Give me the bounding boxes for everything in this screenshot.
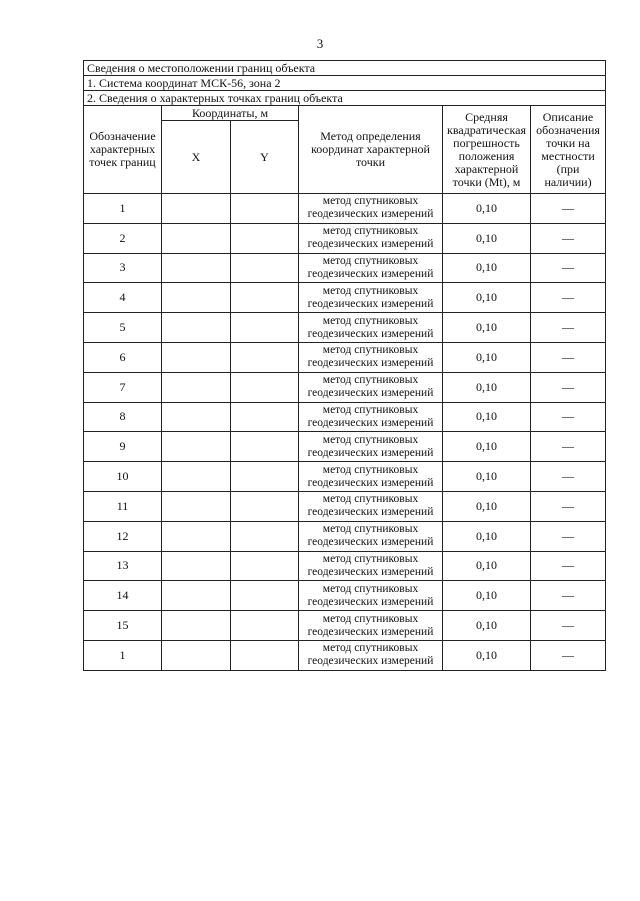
- header-coordinates: Координаты, м: [162, 106, 299, 121]
- x-cell: [162, 283, 231, 313]
- description-cell: —: [531, 491, 606, 521]
- table-row: [84, 223, 606, 253]
- x-cell: [162, 640, 231, 670]
- point-cell: 6: [84, 342, 162, 372]
- accuracy-cell: 0,10: [443, 342, 531, 372]
- point-cell: 15: [84, 611, 162, 641]
- method-cell: метод спутниковых геодезических измерений: [299, 491, 443, 521]
- description-cell: —: [531, 253, 606, 283]
- y-cell: [231, 402, 299, 432]
- table-row: [84, 491, 606, 521]
- accuracy-cell: 0,10: [443, 611, 531, 641]
- table-body: [84, 194, 606, 671]
- point-cell: 11: [84, 491, 162, 521]
- description-cell: —: [531, 283, 606, 313]
- table-row: [84, 640, 606, 670]
- accuracy-cell: 0,10: [443, 432, 531, 462]
- point-cell: 1: [84, 194, 162, 224]
- points-title-row: [84, 91, 606, 106]
- y-cell: [231, 283, 299, 313]
- table-row: [84, 194, 606, 224]
- x-cell: [162, 581, 231, 611]
- table-row: [84, 313, 606, 343]
- description-cell: —: [531, 432, 606, 462]
- method-cell: метод спутниковых геодезических измерений: [299, 402, 443, 432]
- header-row-1: [84, 106, 606, 121]
- table-row: [84, 432, 606, 462]
- description-cell: —: [531, 402, 606, 432]
- x-cell: [162, 194, 231, 224]
- point-cell: 9: [84, 432, 162, 462]
- table-row: [84, 581, 606, 611]
- accuracy-cell: 0,10: [443, 521, 531, 551]
- point-cell: 12: [84, 521, 162, 551]
- point-cell: 14: [84, 581, 162, 611]
- page-number: 3: [316, 36, 324, 51]
- y-cell: [231, 313, 299, 343]
- point-cell: 13: [84, 551, 162, 581]
- y-cell: [231, 611, 299, 641]
- table-row: [84, 372, 606, 402]
- point-cell: 5: [84, 313, 162, 343]
- x-cell: [162, 313, 231, 343]
- coord-system-row: [84, 76, 606, 91]
- method-cell: метод спутниковых геодезических измерений: [299, 223, 443, 253]
- header-x: X: [162, 121, 231, 194]
- method-cell: метод спутниковых геодезических измерений: [299, 581, 443, 611]
- header-method: Метод определения координат характерной точки: [299, 106, 443, 194]
- method-cell: метод спутниковых геодезических измерений: [299, 432, 443, 462]
- y-cell: [231, 491, 299, 521]
- header-accuracy: Средняя квадратическая погрешность положения характерной точки (Mt), м: [443, 106, 531, 194]
- x-cell: [162, 491, 231, 521]
- method-cell: метод спутниковых геодезических измерений: [299, 372, 443, 402]
- description-cell: —: [531, 521, 606, 551]
- y-cell: [231, 581, 299, 611]
- description-cell: —: [531, 342, 606, 372]
- x-cell: [162, 402, 231, 432]
- x-cell: [162, 432, 231, 462]
- accuracy-cell: 0,10: [443, 462, 531, 492]
- method-cell: метод спутниковых геодезических измерений: [299, 462, 443, 492]
- point-cell: 10: [84, 462, 162, 492]
- y-cell: [231, 223, 299, 253]
- point-cell: 8: [84, 402, 162, 432]
- accuracy-cell: 0,10: [443, 253, 531, 283]
- description-cell: —: [531, 462, 606, 492]
- description-cell: —: [531, 640, 606, 670]
- x-cell: [162, 342, 231, 372]
- accuracy-cell: 0,10: [443, 640, 531, 670]
- accuracy-cell: 0,10: [443, 551, 531, 581]
- description-cell: —: [531, 313, 606, 343]
- y-cell: [231, 432, 299, 462]
- accuracy-cell: 0,10: [443, 223, 531, 253]
- method-cell: метод спутниковых геодезических измерений: [299, 253, 443, 283]
- table-row: [84, 521, 606, 551]
- y-cell: [231, 551, 299, 581]
- point-cell: 4: [84, 283, 162, 313]
- point-cell: 2: [84, 223, 162, 253]
- description-cell: —: [531, 551, 606, 581]
- table-row: [84, 611, 606, 641]
- y-cell: [231, 342, 299, 372]
- method-cell: метод спутниковых геодезических измерений: [299, 551, 443, 581]
- x-cell: [162, 462, 231, 492]
- x-cell: [162, 253, 231, 283]
- description-cell: —: [531, 581, 606, 611]
- accuracy-cell: 0,10: [443, 491, 531, 521]
- x-cell: [162, 611, 231, 641]
- y-cell: [231, 640, 299, 670]
- method-cell: метод спутниковых геодезических измерений: [299, 313, 443, 343]
- table-row: [84, 342, 606, 372]
- method-cell: метод спутниковых геодезических измерений: [299, 640, 443, 670]
- accuracy-cell: 0,10: [443, 581, 531, 611]
- section-title: Сведения о местоположении границ объекта: [84, 61, 606, 76]
- point-cell: 3: [84, 253, 162, 283]
- header-designation: Обозначение характерных точек границ: [84, 106, 162, 194]
- description-cell: —: [531, 223, 606, 253]
- point-cell: 7: [84, 372, 162, 402]
- x-cell: [162, 551, 231, 581]
- description-cell: —: [531, 611, 606, 641]
- x-cell: [162, 372, 231, 402]
- method-cell: метод спутниковых геодезических измерений: [299, 521, 443, 551]
- description-cell: —: [531, 194, 606, 224]
- x-cell: [162, 223, 231, 253]
- point-cell: 1: [84, 640, 162, 670]
- y-cell: [231, 372, 299, 402]
- y-cell: [231, 521, 299, 551]
- y-cell: [231, 253, 299, 283]
- header-description: Описание обозначения точки на местности (при наличии): [531, 106, 606, 194]
- method-cell: метод спутниковых геодезических измерений: [299, 283, 443, 313]
- description-cell: —: [531, 372, 606, 402]
- method-cell: метод спутниковых геодезических измерений: [299, 342, 443, 372]
- accuracy-cell: 0,10: [443, 402, 531, 432]
- table-row: [84, 402, 606, 432]
- y-cell: [231, 194, 299, 224]
- x-cell: [162, 521, 231, 551]
- method-cell: метод спутниковых геодезических измерений: [299, 194, 443, 224]
- accuracy-cell: 0,10: [443, 283, 531, 313]
- table-row: [84, 283, 606, 313]
- points-title: 2. Сведения о характерных точках границ объекта: [84, 91, 606, 106]
- accuracy-cell: 0,10: [443, 194, 531, 224]
- accuracy-cell: 0,10: [443, 313, 531, 343]
- y-cell: [231, 462, 299, 492]
- header-y: Y: [231, 121, 299, 194]
- table-row: [84, 551, 606, 581]
- table-row: [84, 462, 606, 492]
- coord-system: 1. Система координат МСК-56, зона 2: [84, 76, 606, 91]
- boundary-points-table: [83, 60, 606, 671]
- table-row: [84, 253, 606, 283]
- method-cell: метод спутниковых геодезических измерений: [299, 611, 443, 641]
- section-title-row: [84, 61, 606, 76]
- accuracy-cell: 0,10: [443, 372, 531, 402]
